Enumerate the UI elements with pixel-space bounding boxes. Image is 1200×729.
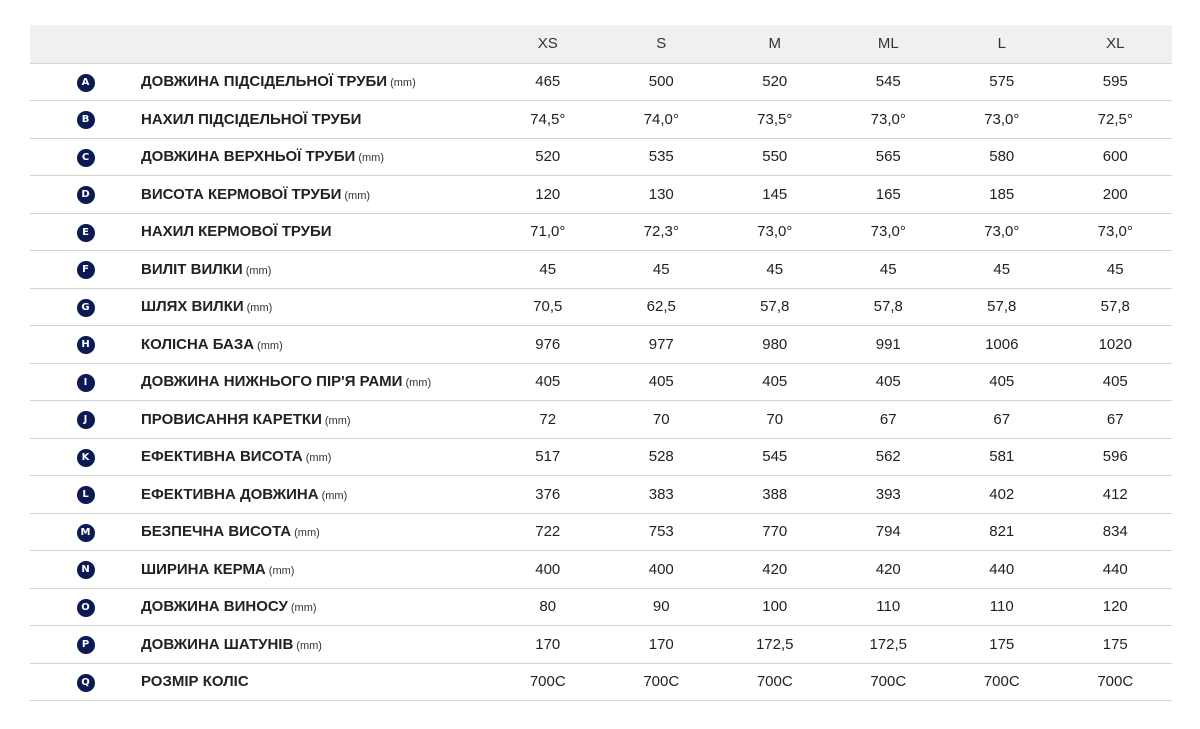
row-letter-cell: [30, 476, 141, 514]
measurement-name: ВИЛІТ ВИЛКИ: [141, 260, 243, 278]
measurement-name: ДОВЖИНА ВЕРХНЬОЇ ТРУБИ: [141, 148, 356, 166]
value-cell: 70: [766, 410, 784, 428]
row-letter-cell: [30, 626, 141, 664]
measurement-name: ПРОВИСАННЯ КАРЕТКИ: [141, 410, 322, 428]
value-cell: 175: [1102, 635, 1128, 653]
value-cell: 405: [989, 373, 1015, 391]
geometry-table: [30, 25, 1172, 701]
value-cell: 575: [989, 73, 1015, 91]
measurement-unit: (mm): [324, 414, 351, 427]
value-cell: 991: [875, 335, 901, 353]
letter-badge: C: [77, 149, 95, 167]
value-cell: 376: [535, 485, 561, 503]
value-cell: 45: [539, 260, 557, 278]
value-cell: 172,5: [755, 635, 794, 653]
letter-badge: B: [77, 111, 95, 129]
value-cell: 1020: [1098, 335, 1132, 353]
letter-badge: P: [77, 636, 95, 654]
value-cell: 72,5°: [1097, 110, 1133, 128]
value-cell: 45: [652, 260, 670, 278]
value-cell: 700C: [983, 673, 1020, 691]
measurement-name: ШИРИНА КЕРМА: [141, 560, 266, 578]
value-cell: 73,0°: [870, 110, 906, 128]
value-cell: 185: [989, 185, 1015, 203]
measurement-unit: (mm): [305, 452, 332, 465]
value-cell: 73,0°: [984, 223, 1020, 241]
table-row: [30, 663, 1172, 701]
row-letter-cell: [30, 588, 141, 626]
measurement-name: ДОВЖИНА ВИНОСУ: [141, 598, 288, 616]
measurement-unit: (mm): [296, 639, 322, 652]
letter-badge: K: [77, 449, 95, 467]
row-letter-cell: [30, 363, 141, 401]
value-cell: 80: [539, 598, 557, 616]
value-cell: 977: [648, 335, 674, 353]
letter-badge: D: [77, 186, 95, 204]
row-name-cell: [141, 663, 491, 701]
value-cell: 400: [535, 560, 561, 578]
value-cell: 45: [993, 260, 1011, 278]
value-cell: 145: [762, 185, 788, 203]
row-letter-cell: [30, 176, 141, 214]
measurement-unit: (mm): [321, 489, 348, 502]
measurement-name: НАХИЛ ПІДСІДЕЛЬНОЇ ТРУБИ: [141, 110, 362, 128]
header-name: [141, 25, 491, 63]
value-cell: 520: [762, 73, 788, 91]
value-cell: 821: [989, 523, 1015, 541]
value-cell: 580: [989, 148, 1015, 166]
measurement-name: ЕФЕКТИВНА ДОВЖИНА: [141, 485, 319, 503]
value-cell: 520: [535, 148, 561, 166]
value-cell: 700C: [870, 673, 907, 691]
row-letter-cell: [30, 326, 141, 364]
value-cell: 73,0°: [757, 223, 793, 241]
value-cell: 420: [875, 560, 901, 578]
value-cell: 130: [648, 185, 674, 203]
measurement-name: ВИСОТА КЕРМОВОЇ ТРУБИ: [141, 185, 342, 203]
value-cell: 565: [875, 148, 901, 166]
row-name-cell: [141, 101, 491, 139]
value-cell: 165: [875, 185, 901, 203]
letter-badge: A: [77, 74, 95, 92]
value-cell: 73,0°: [1097, 223, 1133, 241]
letter-badge: J: [77, 411, 95, 429]
value-cell: 175: [989, 635, 1015, 653]
value-cell: 581: [989, 448, 1015, 466]
value-cell: 595: [1102, 73, 1128, 91]
measurement-unit: (mm): [246, 302, 273, 315]
value-cell: 722: [535, 523, 561, 541]
header-size-xl: XL: [1106, 35, 1125, 53]
table-row: [30, 213, 1172, 251]
letter-badge: L: [77, 486, 95, 504]
value-cell: 753: [648, 523, 674, 541]
value-cell: 976: [535, 335, 561, 353]
table-row: [30, 438, 1172, 476]
value-cell: 57,8: [987, 298, 1017, 316]
measurement-name: КОЛІСНА БАЗА: [141, 335, 255, 353]
header-size-m: M: [768, 35, 781, 53]
row-name-cell: [141, 326, 491, 364]
table-row: [30, 176, 1172, 214]
table-row: [30, 476, 1172, 514]
value-cell: 100: [762, 598, 788, 616]
value-cell: 440: [1102, 560, 1128, 578]
geometry-table-container: [30, 25, 1172, 701]
row-name-cell: [141, 63, 491, 101]
header-size-s: S: [656, 35, 667, 53]
row-name-cell: [141, 213, 491, 251]
measurement-name: ЕФЕКТИВНА ВИСОТА: [141, 448, 303, 466]
value-cell: 57,8: [760, 298, 790, 316]
measurement-unit: (mm): [290, 602, 317, 615]
value-cell: 70,5: [533, 298, 563, 316]
measurement-name: ДОВЖИНА ШАТУНІВ: [141, 635, 294, 653]
value-cell: 57,8: [873, 298, 903, 316]
row-name-cell: [141, 138, 491, 176]
letter-badge: Q: [77, 674, 95, 692]
measurement-unit: (mm): [358, 152, 384, 165]
measurement-name: БЕЗПЕЧНА ВИСОТА: [141, 523, 292, 541]
table-row: [30, 626, 1172, 664]
measurement-unit: (mm): [257, 339, 283, 352]
measurement-unit: (mm): [390, 77, 416, 90]
value-cell: 73,5°: [757, 110, 793, 128]
letter-badge: O: [77, 599, 95, 617]
row-letter-cell: [30, 101, 141, 139]
header-size-xs: XS: [537, 35, 558, 53]
measurement-name: ШЛЯХ ВИЛКИ: [141, 298, 244, 316]
value-cell: 393: [875, 485, 901, 503]
value-cell: 440: [989, 560, 1015, 578]
letter-badge: I: [77, 374, 95, 392]
row-letter-cell: [30, 551, 141, 589]
measurement-unit: (mm): [245, 264, 272, 277]
value-cell: 45: [766, 260, 784, 278]
value-cell: 405: [875, 373, 901, 391]
value-cell: 405: [648, 373, 674, 391]
row-letter-cell: [30, 63, 141, 101]
value-cell: 528: [648, 448, 674, 466]
row-letter-cell: [30, 438, 141, 476]
value-cell: 172,5: [869, 635, 908, 653]
value-cell: 170: [535, 635, 561, 653]
value-cell: 794: [875, 523, 901, 541]
table-row: [30, 63, 1172, 101]
row-name-cell: [141, 476, 491, 514]
row-name-cell: [141, 251, 491, 289]
row-name-cell: [141, 401, 491, 439]
value-cell: 700C: [1097, 673, 1134, 691]
measurement-name: РОЗМІР КОЛІС: [141, 673, 249, 691]
row-name-cell: [141, 438, 491, 476]
value-cell: 57,8: [1100, 298, 1130, 316]
value-cell: 600: [1102, 148, 1128, 166]
measurement-name: ДОВЖИНА ПІДСІДЕЛЬНОЇ ТРУБИ: [141, 73, 388, 91]
value-cell: 412: [1102, 485, 1128, 503]
value-cell: 596: [1102, 448, 1128, 466]
measurement-unit: (mm): [405, 377, 432, 390]
value-cell: 72: [539, 410, 557, 428]
header-size-l: L: [997, 35, 1006, 53]
value-cell: 545: [762, 448, 788, 466]
value-cell: 67: [1106, 410, 1124, 428]
value-cell: 110: [876, 598, 901, 616]
value-cell: 73,0°: [870, 223, 906, 241]
table-row: [30, 326, 1172, 364]
table-row: [30, 363, 1172, 401]
value-cell: 72,3°: [643, 223, 679, 241]
value-cell: 980: [762, 335, 788, 353]
table-row: [30, 513, 1172, 551]
table-row: [30, 401, 1172, 439]
value-cell: 420: [762, 560, 788, 578]
table-row: [30, 551, 1172, 589]
value-cell: 700C: [529, 673, 566, 691]
measurement-unit: (mm): [268, 564, 295, 577]
row-letter-cell: [30, 513, 141, 551]
value-cell: 405: [1102, 373, 1128, 391]
header-size-ml: ML: [877, 35, 899, 53]
row-name-cell: [141, 288, 491, 326]
row-name-cell: [141, 513, 491, 551]
row-name-cell: [141, 626, 491, 664]
table-row: [30, 251, 1172, 289]
value-cell: 67: [879, 410, 897, 428]
row-letter-cell: [30, 138, 141, 176]
value-cell: 74,0°: [643, 110, 679, 128]
value-cell: 170: [648, 635, 674, 653]
value-cell: 74,5°: [530, 110, 566, 128]
value-cell: 120: [1102, 598, 1128, 616]
letter-badge: N: [77, 561, 95, 579]
value-cell: 200: [1102, 185, 1128, 203]
row-name-cell: [141, 588, 491, 626]
value-cell: 90: [652, 598, 670, 616]
row-letter-cell: [30, 213, 141, 251]
table-header-row: [30, 25, 1172, 63]
value-cell: 402: [989, 485, 1015, 503]
value-cell: 45: [1106, 260, 1124, 278]
value-cell: 45: [879, 260, 897, 278]
value-cell: 110: [989, 598, 1014, 616]
row-name-cell: [141, 551, 491, 589]
table-row: [30, 138, 1172, 176]
value-cell: 700C: [756, 673, 793, 691]
value-cell: 383: [648, 485, 674, 503]
row-letter-cell: [30, 663, 141, 701]
value-cell: 770: [762, 523, 788, 541]
letter-badge: G: [77, 299, 95, 317]
value-cell: 120: [535, 185, 561, 203]
table-row: [30, 588, 1172, 626]
row-letter-cell: [30, 251, 141, 289]
table-row: [30, 288, 1172, 326]
value-cell: 562: [875, 448, 901, 466]
value-cell: 545: [875, 73, 901, 91]
row-name-cell: [141, 176, 491, 214]
measurement-name: ДОВЖИНА НИЖНЬОГО ПІР'Я РАМИ: [141, 373, 403, 391]
header-letter: [30, 25, 141, 63]
value-cell: 71,0°: [530, 223, 566, 241]
value-cell: 500: [648, 73, 674, 91]
letter-badge: E: [77, 224, 95, 242]
value-cell: 550: [762, 148, 788, 166]
row-name-cell: [141, 363, 491, 401]
value-cell: 405: [535, 373, 561, 391]
value-cell: 388: [762, 485, 788, 503]
value-cell: 535: [648, 148, 674, 166]
letter-badge: M: [77, 524, 95, 542]
row-letter-cell: [30, 401, 141, 439]
value-cell: 62,5: [646, 298, 676, 316]
measurement-unit: (mm): [344, 189, 371, 202]
value-cell: 834: [1102, 523, 1128, 541]
measurement-name: НАХИЛ КЕРМОВОЇ ТРУБИ: [141, 223, 332, 241]
value-cell: 73,0°: [984, 110, 1020, 128]
row-letter-cell: [30, 288, 141, 326]
value-cell: 465: [535, 73, 561, 91]
value-cell: 700C: [643, 673, 680, 691]
value-cell: 70: [652, 410, 670, 428]
measurement-unit: (mm): [294, 527, 320, 540]
value-cell: 67: [993, 410, 1011, 428]
value-cell: 517: [535, 448, 561, 466]
letter-badge: H: [77, 336, 95, 354]
table-row: [30, 101, 1172, 139]
value-cell: 405: [762, 373, 788, 391]
letter-badge: F: [77, 261, 95, 279]
value-cell: 1006: [985, 335, 1019, 353]
value-cell: 400: [648, 560, 674, 578]
